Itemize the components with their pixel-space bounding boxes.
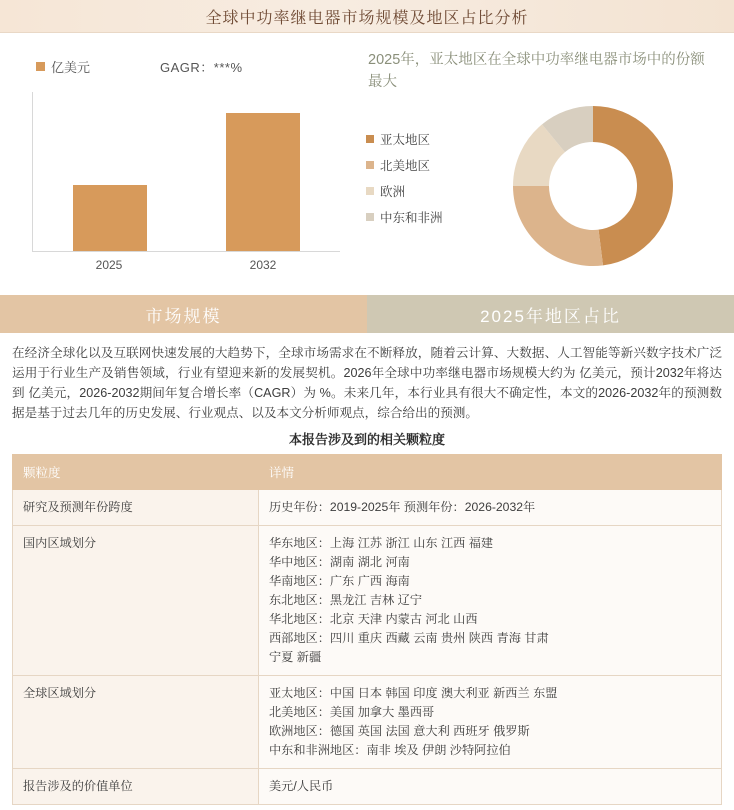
- table-row: [13, 526, 722, 676]
- band-region-share: 2025年地区占比: [367, 295, 734, 333]
- table-cell-detail: [259, 676, 722, 769]
- legend-label: 亚太地区: [380, 133, 431, 147]
- bar-chart: [0, 41, 360, 295]
- table-cell-granularity: 研究及预测年份跨度: [13, 490, 259, 526]
- bar-2025: [73, 185, 147, 251]
- bar-2032: [226, 113, 300, 251]
- table-cell-line: 亚太地区：中国 日本 韩国 印度 澳大利亚 新西兰 东盟: [269, 686, 558, 700]
- charts-section: [0, 33, 734, 295]
- table-cell-line: 美元/人民币: [269, 779, 334, 793]
- legend-item-asia-pacific: [366, 127, 462, 153]
- table-cell-granularity: 全球区域划分: [13, 676, 259, 769]
- pie-chart: [360, 41, 734, 295]
- table-cell-line: 华中地区：湖南 湖北 河南: [269, 555, 410, 569]
- donut-holder: [462, 101, 724, 271]
- bar-plot-area: [32, 92, 340, 252]
- table-cell-line: 东北地区：黑龙江 吉林 辽宁: [269, 593, 423, 607]
- legend-label: 北美地区: [380, 159, 431, 173]
- table-cell-granularity: 国内区域划分: [13, 526, 259, 676]
- legend-label: 欧洲: [380, 185, 406, 199]
- donut-slice-1: [513, 186, 603, 266]
- table-cell-line: 历史年份：2019-2025年 预测年份：2026-2032年: [269, 500, 536, 514]
- legend-item-europe: [366, 179, 462, 205]
- table-caption: 本报告涉及到的相关颗粒度: [288, 432, 445, 447]
- table-cell-line: 北美地区：美国 加拿大 墨西哥: [269, 705, 435, 719]
- bar-wrap: [218, 92, 308, 251]
- x-tick-label: 2032: [249, 258, 277, 272]
- donut-slice-0: [593, 106, 673, 265]
- band-market-size: 市场规模: [0, 295, 367, 333]
- table-cell-line: 宁夏 新疆: [269, 650, 322, 664]
- table-cell-detail: [259, 769, 722, 805]
- table-cell-line: 华东地区：上海 江苏 浙江 山东 江西 福建: [269, 536, 494, 550]
- granularity-table: [12, 454, 722, 805]
- x-tick-label: 2025: [95, 258, 123, 272]
- table-body: [13, 490, 722, 805]
- legend-swatch-icon: [366, 187, 374, 195]
- legend-item-amount: [36, 57, 90, 76]
- bar-wrap: [65, 92, 155, 251]
- donut-chart-svg: [508, 101, 678, 271]
- cagr-annotation: GAGR：***%: [160, 60, 243, 75]
- table-cell-detail: [259, 526, 722, 676]
- table-cell-detail: [259, 490, 722, 526]
- legend-swatch-icon: [366, 135, 374, 143]
- page-header: [0, 0, 734, 33]
- summary-paragraph: 在经济全球化以及互联网快速发展的大趋势下，全球市场需求在不断释放，随着云计算、大数据、人工智能等新兴数字技术广泛运用于行业生产及销售领域，行业有望迎来新的发展契机。2026年全球中功率继电器市场规模大约为 亿美元，预计2032年将达到 亿美元，2026-2032期间年复合增长率（CAGR）为 %。未来几年，本行业具有很大不确定性，本文的2026-2032年的预测数据是基于过去几年的历史发展、行业观点、以及本文分析师观点，综合给出的预测。: [12, 346, 722, 420]
- legend-swatch-icon: [366, 213, 374, 221]
- table-row: [13, 769, 722, 805]
- pie-chart-title: 2025年，亚太地区在全球中功率继电器市场中的份额最大: [368, 52, 705, 90]
- section-bands: [0, 295, 734, 333]
- legend-label: 中东和非洲: [380, 211, 443, 225]
- legend-item-north-america: [366, 153, 462, 179]
- legend-item-middle-east-africa: [366, 205, 462, 231]
- pie-chart-legend: [366, 101, 462, 271]
- table-header-row: [13, 455, 722, 490]
- table-cell-granularity: 报告涉及的价值单位: [13, 769, 259, 805]
- bars-container: [33, 92, 340, 251]
- table-header-granularity: 颗粒度: [13, 455, 259, 490]
- bar-x-axis: [32, 258, 340, 272]
- table-header-detail: 详情: [259, 455, 722, 490]
- bar-chart-legend: [14, 45, 346, 76]
- table-cell-line: 中东和非洲地区：南非 埃及 伊朗 沙特阿拉伯: [269, 743, 511, 757]
- table-row: [13, 676, 722, 769]
- table-cell-line: 西部地区：四川 重庆 西藏 云南 贵州 陕西 青海 甘肃: [269, 631, 549, 645]
- pie-area: [366, 101, 724, 271]
- page-title: 全球中功率继电器市场规模及地区占比分析: [205, 9, 529, 27]
- legend-label: 亿美元: [51, 60, 91, 75]
- table-cell-line: 华南地区：广东 广西 海南: [269, 574, 410, 588]
- legend-swatch-icon: [366, 161, 374, 169]
- legend-swatch-icon: [36, 62, 45, 71]
- table-cell-line: 华北地区：北京 天津 内蒙古 河北 山西: [269, 612, 478, 626]
- table-row: [13, 490, 722, 526]
- table-cell-line: 欧洲地区：德国 英国 法国 意大利 西班牙 俄罗斯: [269, 724, 530, 738]
